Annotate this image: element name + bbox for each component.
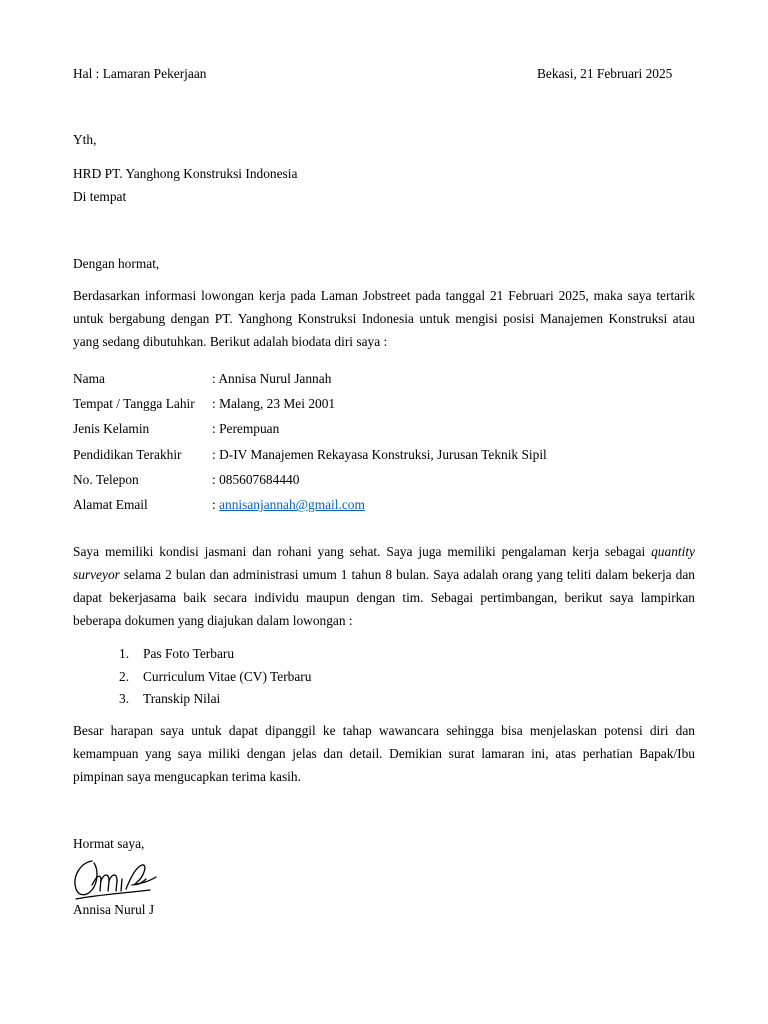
biodata-row [73,417,547,442]
biodata-row [73,366,547,391]
experience-italic: quantity surveyor [73,544,695,582]
biodata-row [73,467,547,492]
biodata-value: : Malang, 23 Mei 2001 [212,395,336,411]
biodata-row [73,442,547,467]
list-text: Curriculum Vitae (CV) Terbaru [143,668,312,684]
signature-name: Annisa Nurul J [73,902,155,917]
greeting: Dengan hormat, [73,256,160,271]
biodata-label: Jenis Kelamin [73,421,150,437]
attachment-list [119,643,311,711]
biodata-label: No. Telepon [73,471,139,487]
biodata-row-email [73,492,547,517]
signature-image [70,855,160,905]
list-text: Transkip Nilai [143,691,221,707]
list-text: Pas Foto Terbaru [143,646,235,662]
email-link[interactable]: annisanjannah@gmail.com [219,497,365,513]
biodata-value: : Perempuan [212,421,280,437]
experience-paragraph [73,540,695,632]
list-item [119,688,311,711]
intro-paragraph: Berdasarkan informasi lowongan kerja pada Laman Jobstreet pada tanggal 21 Februari 2025, maka saya tertarik untuk bergabung dengan PT. Yanghong Konstruksi Indonesia untuk mengisi posisi Manajemen Konstruksi atau yang sedang dibutuhkan. Berikut adalah biodata diri saya : [73,288,695,349]
letter-subject: Hal : Lamaran Pekerjaan [73,66,207,81]
biodata-label: Tempat / Tangga Lahir [73,395,195,411]
list-number: 3. [119,691,130,707]
signoff: Hormat saya, [73,836,145,851]
recipient: HRD PT. Yanghong Konstruksi Indonesia [73,166,298,181]
list-number: 1. [119,646,130,662]
biodata-label: Pendidikan Terakhir [73,446,182,462]
closing-paragraph: Besar harapan saya untuk dapat dipanggil ke tahap wawancara sehingga bisa menjelaskan potensi diri dan kemampuan yang saya miliki dengan jelas dan detail. Demikian surat lamaran ini, atas perhatian Bapak/Ibu pimpinan saya mengucapkan terima kasih. [73,723,695,784]
biodata-row [73,391,547,416]
biodata-value: : D-IV Manajemen Rekayasa Konstruksi, Jurusan Teknik Sipil [212,446,547,462]
biodata-label: Nama [73,370,105,386]
list-item [119,666,311,689]
email-prefix: : [212,497,220,513]
recipient-location: Di tempat [73,189,127,204]
place-date: Bekasi, 21 Februari 2025 [537,66,673,81]
salutation-to: Yth, [73,132,97,147]
biodata-value: : Annisa Nurul Jannah [212,370,332,386]
email-label: Alamat Email [73,497,148,513]
experience-text-2: selama 2 bulan dan administrasi umum 1 tahun 8 bulan. Saya adalah orang yang teliti dalam bekerja dan dapat bekerjasama baik secara individu maupun dengan tim. Sebagai pertimbangan, berikut saya lampirkan beberapa dokumen yang diajukan dalam lowongan : [73,567,695,628]
biodata-table [73,366,547,518]
biodata-value: : 085607684440 [212,471,300,487]
list-number: 2. [119,668,130,684]
experience-text-1: Saya memiliki kondisi jasmani dan rohani yang sehat. Saya juga memiliki pengalaman kerja sebagai [73,544,652,559]
email-value [212,497,365,513]
list-item [119,643,311,666]
